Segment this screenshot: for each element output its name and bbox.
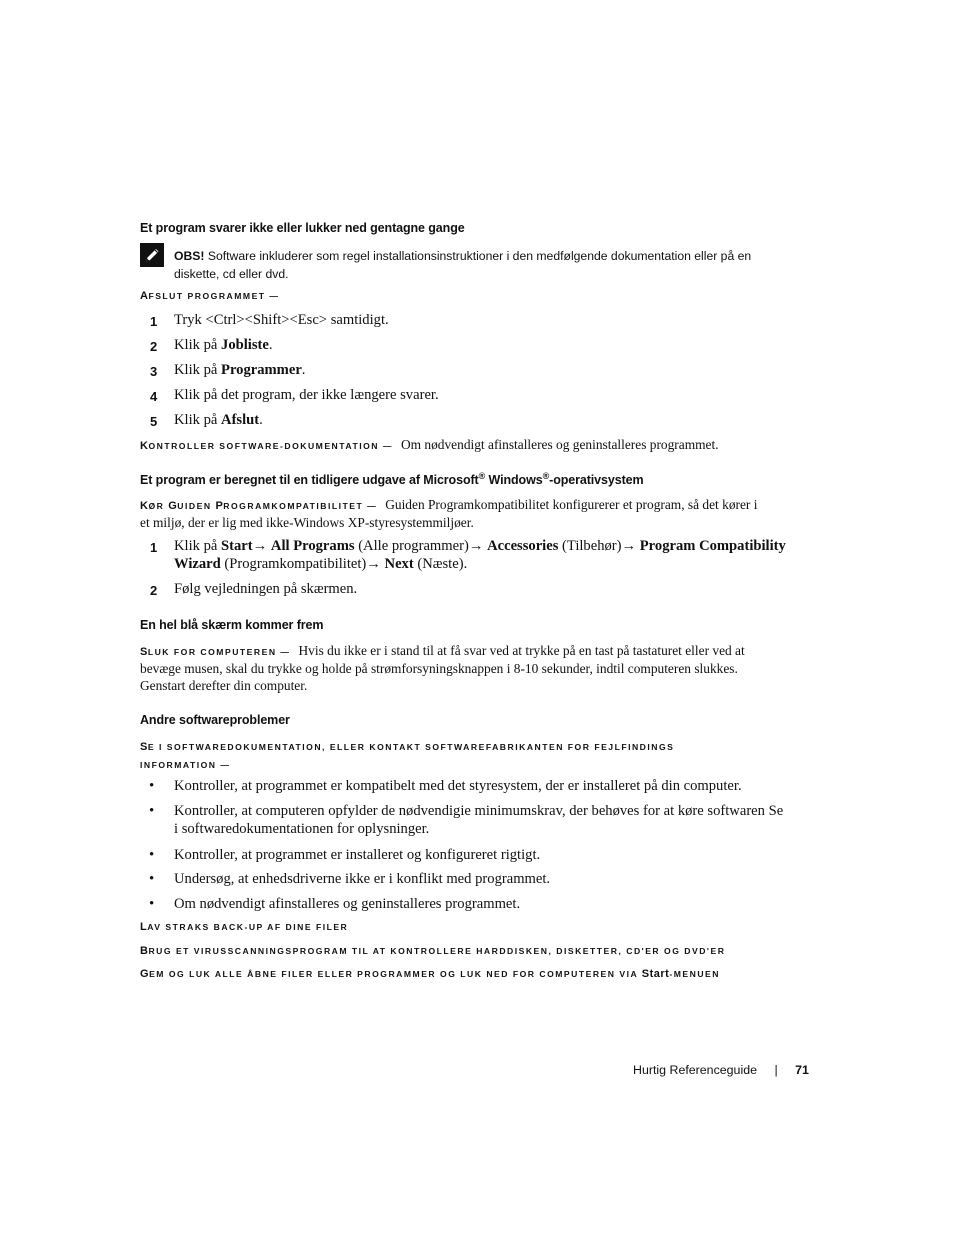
subhead-se-dokumentation: SE I SOFTWAREDOKUMENTATION, ELLER KONTAKT SOFTWAREFABRIKANTEN FOR FEJLFINDINGS INFORMATION —	[140, 741, 675, 770]
list-item-continued: i softwaredokumentationen for oplysninger.	[174, 821, 430, 837]
paragraph-kontroller: KONTROLLER SOFTWARE-DOKUMENTATION — Om nødvendigt afinstalleres og geninstalleres programmet.	[140, 437, 719, 452]
step-item: Klik på Start→ All Programs (Alle programmer)→ Accessories (Tilbehør)→ Program Compatibility	[174, 538, 786, 554]
page-number: 71	[795, 1063, 809, 1077]
list-item: Kontroller, at computeren opfylder de nødvendigie minimumskrav, der behøves for at køre softwaren Se	[174, 803, 784, 819]
list-item: Kontroller, at programmet er kompatibelt med det styresystem, der er installeret på din computer.	[174, 778, 742, 794]
footer-separator: |	[774, 1063, 778, 1077]
section-heading-blue-screen: En hel blå skærm kommer frem	[140, 618, 324, 632]
page-footer	[633, 1063, 809, 1077]
subhead-brug-virusscanning: BRUG ET VIRUSSCANNINGSPROGRAM TIL AT KONTROLLERE HARDDISKEN, DISKETTER, CD'ER OG DVD'ER	[140, 945, 726, 957]
subhead-lav-backup: LAV STRAKS BACK-UP AF DINE FILER	[140, 921, 349, 933]
step-item: Tryk <Ctrl><Shift><Esc> samtidigt.	[174, 312, 389, 328]
step-item: Klik på Afslut.	[174, 412, 263, 428]
subhead-koer-guiden: KØR GUIDEN PROGRAMKOMPATIBILITET —	[140, 500, 378, 512]
subhead-kontroller: KONTROLLER SOFTWARE-DOKUMENTATION —	[140, 440, 393, 452]
note-text: OBS! Software inkluderer som regel installationsinstruktioner i den medfølgende dokumentation eller på en diskette, cd eller dvd.	[174, 249, 752, 281]
section-heading-other-software: Andre softwareproblemer	[140, 713, 290, 727]
list-item: Kontroller, at programmet er installeret og konfigureret rigtigt.	[174, 847, 541, 863]
list-item: Undersøg, at enhedsdriverne ikke er i konflikt med programmet.	[174, 871, 551, 887]
paragraph-sluk: SLUK FOR COMPUTEREN — Hvis du ikke er i stand til at få svar ved at trykke på en tast på tastaturet eller ved at bevæge musen, skal du trykke og holde på strømforsyningsknappen i 8-10 sekunder, indtil computeren slukkes. Genstart derefter din computer.	[140, 643, 745, 693]
step-item: Klik på det program, der ikke længere svarer.	[174, 387, 439, 403]
note-label: OBS!	[174, 249, 205, 263]
subhead-sluk: SLUK FOR COMPUTEREN —	[140, 646, 291, 658]
subhead-afslut: AFSLUT PROGRAMMET —	[140, 290, 280, 302]
step-item: Følg vejledningen på skærmen.	[174, 581, 358, 597]
list-item: Om nødvendigt afinstalleres og geninstalleres programmet.	[174, 896, 521, 912]
step-item-continued: Wizard (Programkompatibilitet)→ Next (Næste).	[174, 556, 468, 572]
subhead-gem-og-luk: GEM OG LUK ALLE ÅBNE FILER ELLER PROGRAMMER OG LUK NED FOR COMPUTEREN VIA Start-MENUEN	[140, 968, 720, 980]
footer-title: Hurtig Referenceguide	[633, 1063, 757, 1077]
paragraph-koer-guiden: KØR GUIDEN PROGRAMKOMPATIBILITET — Guiden Programkompatibilitet konfigurerer et program, så det kører i et miljø, der er lig med ikke-Windows XP-styresystemmiljøer.	[140, 497, 758, 530]
note-pencil-icon	[140, 243, 164, 267]
section-heading-not-responding: Et program svarer ikke eller lukker ned gentagne gange	[140, 221, 465, 235]
step-item: Klik på Programmer.	[174, 362, 306, 378]
section-heading-older-windows: Et program er beregnet til en tidligere udgave af Microsoft® Windows®-operativsystem	[140, 471, 644, 488]
step-item: Klik på Jobliste.	[174, 337, 273, 353]
